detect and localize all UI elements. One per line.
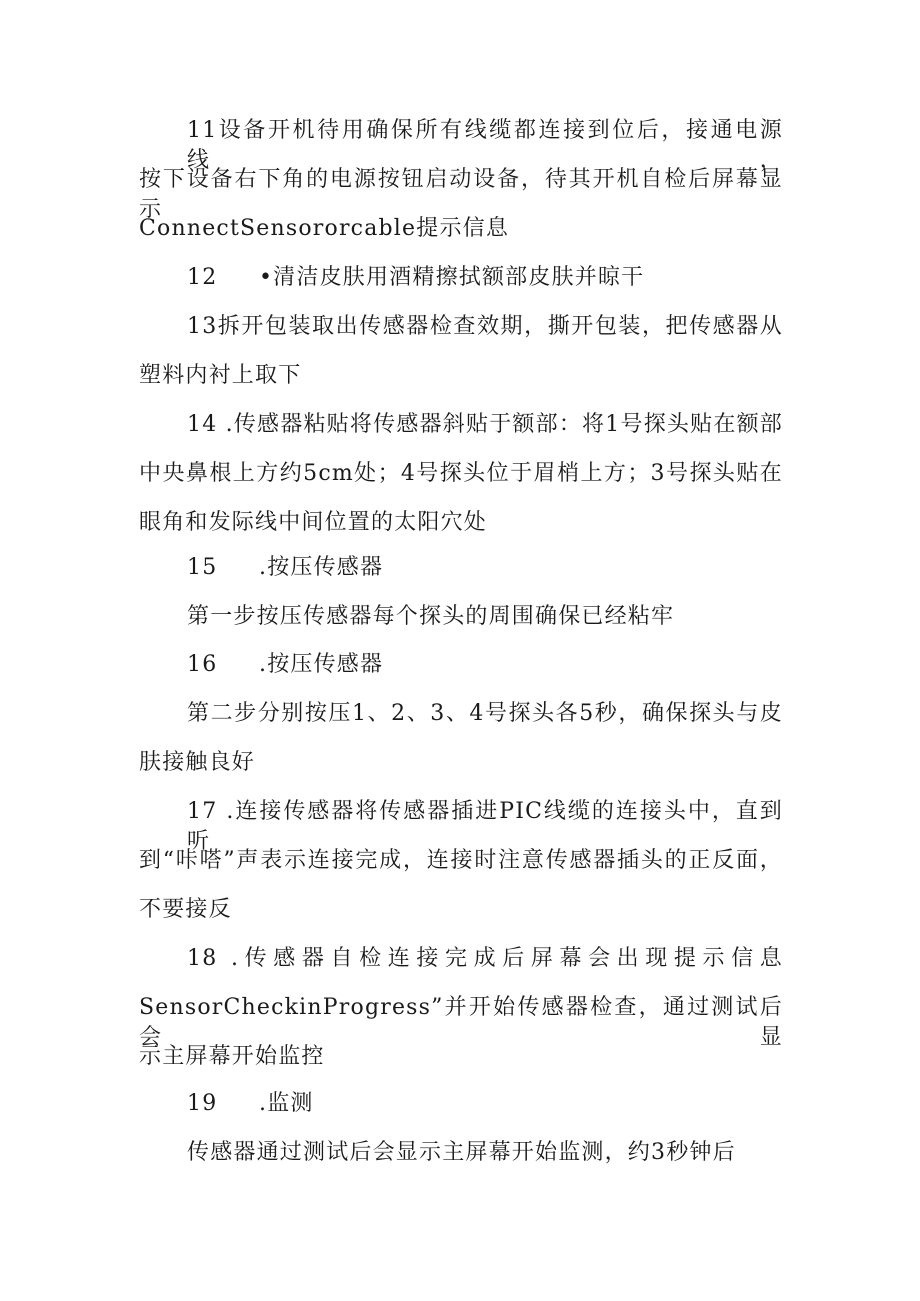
step-number: 16 [187,652,218,677]
paragraph-14-line-1: 14 .传感器粘贴将传感器斜贴于额部：将1号探头贴在额部 [187,412,783,437]
paragraph-11-line-2: 按下设备右下角的电源按钮启动设备，待其开机自检后屏幕显示 [139,167,783,222]
step-number: 12 [187,265,218,290]
heading-19 [187,1089,314,1119]
step-text: •清洁皮肤用酒精擦拭额部皮肤并晾干 [259,265,645,290]
paragraph-18-line-2: SensorCheckinProgress”并开始传感器检查，通过测试后会显 [139,995,783,1050]
heading-16 [187,650,383,680]
paragraph-11-line-3: ConnectSensororcable提示信息 [139,216,510,241]
paragraph-17-line-2: 到“咔嗒”声表示连接完成，连接时注意传感器插头的正反面， [139,848,783,873]
paragraph-18-line-1: 18 .传感器自检连接完成后屏幕会出现提示信息 [187,946,783,971]
paragraph-13-line-2: 塑料内衬上取下 [139,363,302,388]
paragraph-16-line-2: 肤接触良好 [139,750,256,775]
step-text: .按压传感器 [259,555,384,580]
paragraph-12 [187,263,644,293]
paragraph-16-line-1: 第二步分别按压1、2、3、4号探头各5秒，确保探头与皮 [187,701,783,726]
paragraph-17-line-1: 17 .连接传感器将传感器插进PIC线缆的连接头中，直到听 [187,799,783,854]
step-number: 15 [187,555,218,580]
heading-15 [187,553,383,583]
paragraph-19: 传感器通过测试后会显示主屏幕开始监测，约3秒钟后 [187,1140,736,1165]
paragraph-15: 第一步按压传感器每个探头的周围确保已经粘牢 [187,604,675,629]
paragraph-13-line-1: 13拆开包装取出传感器检查效期，撕开包装，把传感器从 [187,314,783,339]
paragraph-18-line-3: 示主屏幕开始监控 [139,1044,325,1069]
paragraph-11-line-1: 11设备开机待用确保所有线缆都连接到位后，接通电源线， [187,118,783,173]
step-number: 19 [187,1091,218,1116]
paragraph-17-line-3: 不要接反 [139,897,232,922]
step-text: .监测 [259,1091,314,1116]
step-text: .按压传感器 [259,652,384,677]
paragraph-14-line-2: 中央鼻根上方约5cm处；4号探头位于眉梢上方；3号探头贴在 [139,461,783,486]
paragraph-14-line-3: 眼角和发际线中间位置的太阳穴处 [139,510,488,535]
